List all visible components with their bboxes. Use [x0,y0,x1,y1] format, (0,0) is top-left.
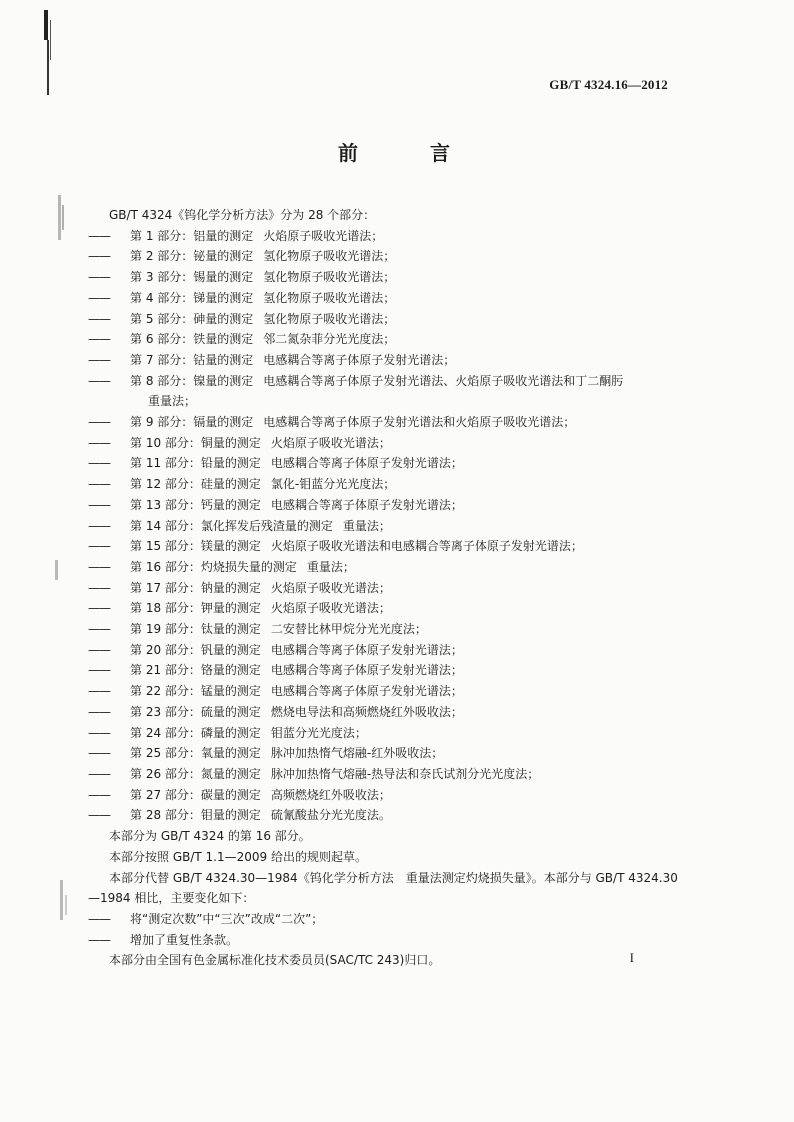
dash-marker: —— [88,373,110,388]
part-item [88,743,678,764]
dash-marker: —— [88,228,110,243]
part-method: 火焰原子吸收光谱法； [270,601,391,616]
part-name: 第 27 部分：碳量的测定 [130,787,261,802]
part-method: 燃烧电导法和高频燃烧红外吸收法； [270,704,463,719]
parts-list [88,226,678,826]
change-text: 增加了重复性条款。 [130,932,239,947]
drafting-rules-paragraph: 本部分按照 GB/T 1.1—2009 给出的规则起草。 [109,849,367,864]
part-item [88,288,678,309]
part-item [88,453,678,474]
part-name: 第 20 部分：钒量的测定 [130,642,261,657]
part-method: 火焰原子吸收光谱法； [263,228,384,243]
dash-marker: —— [88,477,110,492]
part-method: 电感耦合等离子体原子发射光谱法； [270,663,463,678]
part-method: 电感耦合等离子体原子发射光谱法； [270,456,463,471]
part-item [88,433,678,454]
part-method: 重量法； [342,518,391,533]
part-item [88,309,678,330]
part-method: 脉冲加热惰气熔融-红外吸收法； [270,746,444,761]
change-item [88,930,678,951]
part-name: 第 15 部分：镁量的测定 [130,539,261,554]
dash-marker: —— [88,911,110,926]
dash-marker: —— [88,435,110,450]
page-number: I [629,950,634,965]
dash-marker: —— [88,249,110,264]
page-title: 前 言 [338,141,476,165]
part-item [88,516,678,537]
part-method: 电感耦合等离子体原子发射光谱法、火焰原子吸收光谱法和丁二酮肟 [263,373,624,388]
part-method: 氢化物原子吸收光谱法； [263,311,396,326]
part-name: 第 7 部分：钴量的测定 [130,352,254,367]
dash-marker: —— [88,684,110,699]
part-method: 钼蓝分光光度法； [270,725,367,740]
part-method: 电感耦合等离子体原子发射光谱法； [270,497,463,512]
part-name: 第 4 部分：锑量的测定 [130,290,254,305]
part-item [88,598,678,619]
part-item [88,681,678,702]
part-method: 邻二氮杂菲分光光度法； [263,332,396,347]
part-method: 氢化物原子吸收光谱法； [263,270,396,285]
part-name: 第 21 部分：铬量的测定 [130,663,261,678]
change-text: 将“测定次数”中“三次”改成“二次”； [130,911,324,926]
part-name: 第 23 部分：硫量的测定 [130,704,261,719]
part-item [88,764,678,785]
dash-marker: —— [88,332,110,347]
scan-edge-noise [0,0,80,1122]
part-item [88,723,678,744]
part-method: 高频燃烧红外吸收法； [270,787,391,802]
replaces-paragraph: 本部分代替 GB/T 4324.30—1984《钨化学分析方法 重量法测定灼烧损失量》。本部分与 GB/T 4324.30—1984 相比，主要变化如下： [88,870,678,906]
dash-marker: —— [88,270,110,285]
change-item [88,909,678,930]
part-item [88,246,678,267]
part-name: 第 18 部分：钾量的测定 [130,601,261,616]
dash-marker: —— [88,559,110,574]
part-method: 氢化物原子吸收光谱法； [263,249,396,264]
part-method: 氯化-钼蓝分光光度法； [270,477,396,492]
part-item [88,805,678,826]
dash-marker: —— [88,622,110,637]
part-name: 第 6 部分：铁量的测定 [130,332,254,347]
part-method: 重量法； [306,559,355,574]
part-item [88,412,678,433]
dash-marker: —— [88,787,110,802]
part-name: 第 17 部分：钠量的测定 [130,580,261,595]
part-name: 第 9 部分：镉量的测定 [130,415,254,430]
dash-marker: —— [88,539,110,554]
dash-marker: —— [88,663,110,678]
intro-paragraph: GB/T 4324《钨化学分析方法》分为 28 个部分： [109,208,376,222]
dash-marker: —— [88,415,110,430]
dash-marker: —— [88,932,110,947]
dash-marker: —— [88,497,110,512]
part-name: 第 11 部分：铅量的测定 [130,456,261,471]
dash-marker: —— [88,704,110,719]
part-name: 第 13 部分：钙量的测定 [130,497,261,512]
part-item [88,578,678,599]
part-name: 第 10 部分：铜量的测定 [130,435,261,450]
part-item [88,702,678,723]
part-method: 二安替比林甲烷分光光度法； [270,622,427,637]
part-name: 第 3 部分：锡量的测定 [130,270,254,285]
part-name: 第 19 部分：钛量的测定 [130,622,261,637]
dash-marker: —— [88,290,110,305]
dash-marker: —— [88,746,110,761]
part-method: 电感耦合等离子体原子发射光谱法和火焰原子吸收光谱法； [263,415,576,430]
foreword-body [88,205,678,971]
part-name: 第 28 部分：钼量的测定 [130,808,261,823]
part-name: 第 26 部分：氮量的测定 [130,766,261,781]
part-method: 电感耦合等离子体原子发射光谱法； [270,642,463,657]
proposed-by-paragraph: 本部分由全国有色金属标准化技术委员员(SAC/TC 243)归口。 [109,953,441,968]
part-name: 第 5 部分：砷量的测定 [130,311,254,326]
part-method: 电感耦合等离子体原子发射光谱法； [263,352,456,367]
part-method: 火焰原子吸收光谱法； [270,435,391,450]
part-item [88,371,678,392]
dash-marker: —— [88,766,110,781]
part-name: 第 25 部分：氧量的测定 [130,746,261,761]
part-name: 第 14 部分：氯化挥发后残渣量的测定 [130,518,333,533]
part-name: 第 12 部分：硅量的测定 [130,477,261,492]
dash-marker: —— [88,808,110,823]
part-item [88,785,678,806]
part-item [88,474,678,495]
part-item [88,536,678,557]
part-item [88,660,678,681]
part-method: 火焰原子吸收光谱法和电感耦合等离子体原子发射光谱法； [270,539,583,554]
part-name: 第 1 部分：铝量的测定 [130,228,254,243]
dash-marker: —— [88,580,110,595]
dash-marker: —— [88,456,110,471]
dash-marker: —— [88,642,110,657]
part-item [88,557,678,578]
part-method-continuation: 重量法； [148,394,197,409]
part-name: 第 2 部分：铋量的测定 [130,249,254,264]
part-name: 第 24 部分：磷量的测定 [130,725,261,740]
part-item [88,495,678,516]
part-item [88,640,678,661]
dash-marker: —— [88,352,110,367]
part-method: 脉冲加热惰气熔融-热导法和奈氏试剂分光光度法； [270,766,540,781]
part-item [88,226,678,247]
part-method: 硫氰酸盐分光光度法。 [270,808,391,823]
part-name: 第 22 部分：锰量的测定 [130,684,261,699]
dash-marker: —— [88,518,110,533]
part-method: 电感耦合等离子体原子发射光谱法； [270,684,463,699]
part-item [88,329,678,350]
dash-marker: —— [88,601,110,616]
part-item [88,350,678,371]
part-item [88,267,678,288]
dash-marker: —— [88,311,110,326]
part-name: 第 16 部分：灼烧损失量的测定 [130,559,297,574]
part-method: 氢化物原子吸收光谱法； [263,290,396,305]
part-name: 第 8 部分：镍量的测定 [130,373,254,388]
part-of-paragraph: 本部分为 GB/T 4324 的第 16 部分。 [109,829,311,844]
part-item [88,619,678,640]
part-method: 火焰原子吸收光谱法； [270,580,391,595]
dash-marker: —— [88,725,110,740]
standard-number: GB/T 4324.16—2012 [549,77,668,92]
